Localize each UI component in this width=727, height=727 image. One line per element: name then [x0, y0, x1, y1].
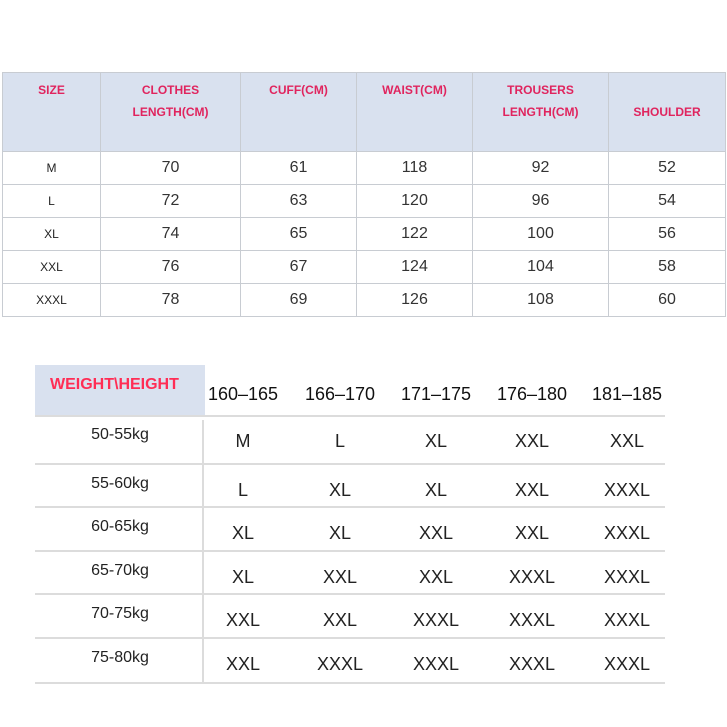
weight-row-label: 50-55kg	[91, 426, 149, 443]
recommended-size-cell: XXL	[418, 523, 454, 543]
weight-row-label: 55-60kg	[91, 475, 149, 492]
recommended-size-cell: XXL	[322, 610, 358, 630]
recommended-size-cell: M	[235, 431, 251, 451]
recommended-size-cell: XXL	[418, 567, 454, 587]
weight-row-label: 60-65kg	[91, 518, 149, 535]
table-row	[3, 152, 726, 185]
table-cell: 92	[473, 152, 609, 185]
size-chart-header-row	[3, 73, 726, 152]
header-cuff: CUFF(CM)	[241, 73, 357, 152]
recommended-size-cell: XL	[328, 523, 352, 543]
table-cell: 63	[241, 185, 357, 218]
table-cell: 67	[241, 251, 357, 284]
table-cell: 56	[609, 218, 726, 251]
recommended-size-cell: XXL	[514, 480, 550, 500]
grid-line	[35, 682, 665, 684]
recommended-size-cell: XXXL	[412, 654, 460, 674]
height-column-header: 171–175	[400, 384, 472, 404]
recommended-size-cell: L	[334, 431, 345, 451]
table-row	[3, 284, 726, 317]
recommended-size-cell: XXL	[322, 567, 358, 587]
grid-line	[35, 593, 665, 595]
height-column-header: 160–165	[207, 384, 279, 404]
size-label: XXL	[3, 251, 101, 284]
table-cell: 60	[609, 284, 726, 317]
header-trousers-length: TROUSERS LENGTH(CM)	[473, 73, 609, 152]
recommended-size-cell: XXXL	[508, 654, 556, 674]
table-row	[3, 251, 726, 284]
recommended-size-cell: XXXL	[603, 610, 651, 630]
table-cell: 120	[357, 185, 473, 218]
height-column-header: 166–170	[304, 384, 376, 404]
recommended-size-cell: XXXL	[603, 654, 651, 674]
table-cell: 69	[241, 284, 357, 317]
header-size: SIZE	[3, 73, 101, 152]
height-column-header: 181–185	[591, 384, 663, 404]
recommended-size-cell: XL	[231, 523, 255, 543]
grid-line	[35, 463, 665, 465]
table-cell: 104	[473, 251, 609, 284]
weight-row-label: 70-75kg	[91, 605, 149, 622]
table-row	[3, 185, 726, 218]
weight-row-label: 65-70kg	[91, 562, 149, 579]
corner-header-label: WEIGHT\HEIGHT	[50, 376, 179, 393]
recommended-size-cell: XXL	[514, 431, 550, 451]
header-waist: WAIST(CM)	[357, 73, 473, 152]
table-cell: 65	[241, 218, 357, 251]
table-cell: 61	[241, 152, 357, 185]
header-shoulder: SHOULDER	[609, 73, 726, 152]
recommended-size-cell: XL	[424, 431, 448, 451]
table-cell: 124	[357, 251, 473, 284]
table-cell: 70	[101, 152, 241, 185]
recommended-size-cell: XXL	[514, 523, 550, 543]
recommended-size-cell: L	[237, 480, 248, 500]
recommended-size-cell: XXXL	[508, 610, 556, 630]
size-label: XL	[3, 218, 101, 251]
table-row	[3, 218, 726, 251]
grid-line	[202, 420, 204, 684]
recommended-size-cell: XXXL	[603, 567, 651, 587]
size-label: M	[3, 152, 101, 185]
table-cell: 72	[101, 185, 241, 218]
table-cell: 118	[357, 152, 473, 185]
size-label: XXXL	[3, 284, 101, 317]
table-cell: 74	[101, 218, 241, 251]
recommended-size-cell: XXXL	[603, 480, 651, 500]
size-chart-table	[2, 72, 726, 317]
size-label: L	[3, 185, 101, 218]
recommended-size-cell: XXL	[225, 610, 261, 630]
table-cell: 54	[609, 185, 726, 218]
grid-line	[35, 550, 665, 552]
recommended-size-cell: XL	[424, 480, 448, 500]
table-cell: 126	[357, 284, 473, 317]
table-cell: 58	[609, 251, 726, 284]
header-clothes-length: CLOTHES LENGTH(CM)	[101, 73, 241, 152]
height-column-header: 176–180	[496, 384, 568, 404]
recommended-size-cell: XXXL	[603, 523, 651, 543]
table-cell: 122	[357, 218, 473, 251]
recommended-size-cell: XXXL	[412, 610, 460, 630]
recommended-size-cell: XXL	[225, 654, 261, 674]
table-cell: 100	[473, 218, 609, 251]
table-cell: 76	[101, 251, 241, 284]
grid-line	[35, 415, 665, 417]
table-cell: 52	[609, 152, 726, 185]
weight-row-label: 75-80kg	[91, 649, 149, 666]
recommended-size-cell: XXXL	[508, 567, 556, 587]
grid-line	[35, 506, 665, 508]
recommended-size-cell: XL	[328, 480, 352, 500]
table-cell: 108	[473, 284, 609, 317]
recommended-size-cell: XXXL	[316, 654, 364, 674]
table-cell: 78	[101, 284, 241, 317]
grid-line	[35, 637, 665, 639]
recommended-size-cell: XL	[231, 567, 255, 587]
recommended-size-cell: XXL	[609, 431, 645, 451]
table-cell: 96	[473, 185, 609, 218]
